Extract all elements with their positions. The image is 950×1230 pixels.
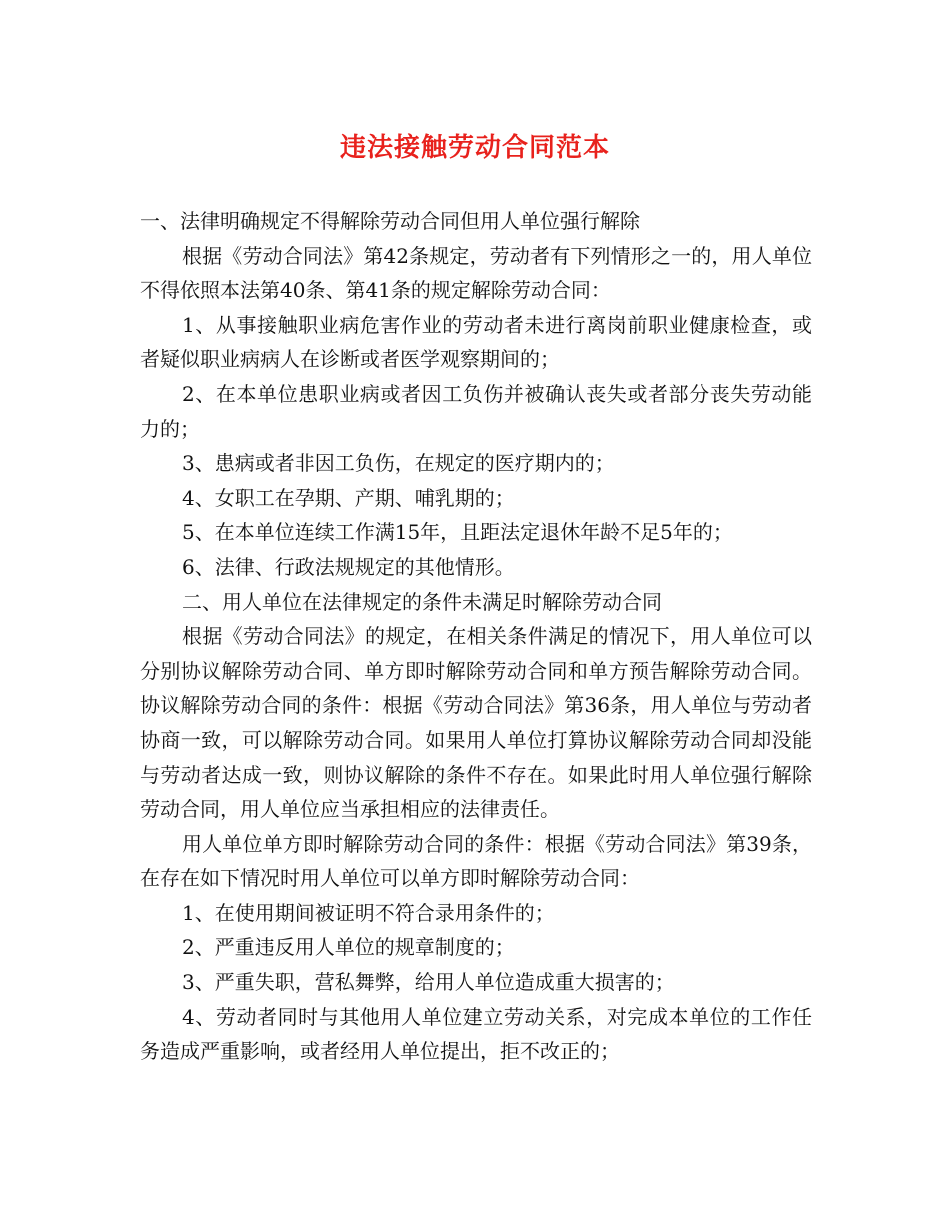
paragraph: 根据《劳动合同法》的规定，在相关条件满足的情况下，用人单位可以分别协议解除劳动合同、单方即时解除劳动合同和单方预告解除劳动合同。 协议解除劳动合同的条件：根据《劳动合同法》第36条，用人单位与劳动者协商一致，可以解除劳动合同。如果用人单位打算协议解除劳动合同却没能与劳动者达成一致，则协议解除的条件不存在。如果此时用人单位强行解除劳动合同，用人单位应当承担相应的法律责任。 xyxy=(140,624,812,822)
list-item: 3、严重失职，营私舞弊，给用人单位造成重大损害的； xyxy=(182,970,675,995)
document-title: 违法接触劳动合同范本 xyxy=(339,133,610,163)
list-item: 2、在本单位患职业病或者因工负伤并被确认丧失或者部分丧失劳动能力的； xyxy=(140,381,812,441)
paragraph-heading-1: 一、法律明确规定不得解除劳动合同但用人单位强行解除 xyxy=(140,209,640,233)
paragraph: 用人单位单方即时解除劳动合同的条件：根据《劳动合同法》第39条，在存在如下情况时用人单位可以单方即时解除劳动合同： xyxy=(140,831,812,891)
document-body xyxy=(140,204,812,1069)
list-item: 6、法律、行政法规规定的其他情形。 xyxy=(182,554,515,579)
list-item: 4、劳动者同时与其他用人单位建立劳动关系，对完成本单位的工作任务造成严重影响，或者经用人单位提出，拒不改正的； xyxy=(140,1004,812,1064)
paragraph-heading-2: 二、用人单位在法律规定的条件未满足时解除劳动合同 xyxy=(182,589,662,614)
list-item: 5、在本单位连续工作满15年，且距法定退休年龄不足5年的； xyxy=(182,520,733,545)
list-item: 1、从事接触职业病危害作业的劳动者未进行离岗前职业健康检查，或者疑似职业病病人在诊断或者医学观察期间的； xyxy=(140,312,812,372)
paragraph: 根据《劳动合同法》第42条规定，劳动者有下列情形之一的，用人单位不得依照本法第40条、第41条的规定解除劳动合同： xyxy=(140,243,812,303)
list-item: 4、女职工在孕期、产期、哺乳期的； xyxy=(182,485,515,510)
list-item: 3、患病或者非因工负伤，在规定的医疗期内的； xyxy=(182,451,615,476)
list-item: 2、严重违反用人单位的规章制度的； xyxy=(182,935,515,960)
list-item: 1、在使用期间被证明不符合录用条件的； xyxy=(182,900,555,925)
